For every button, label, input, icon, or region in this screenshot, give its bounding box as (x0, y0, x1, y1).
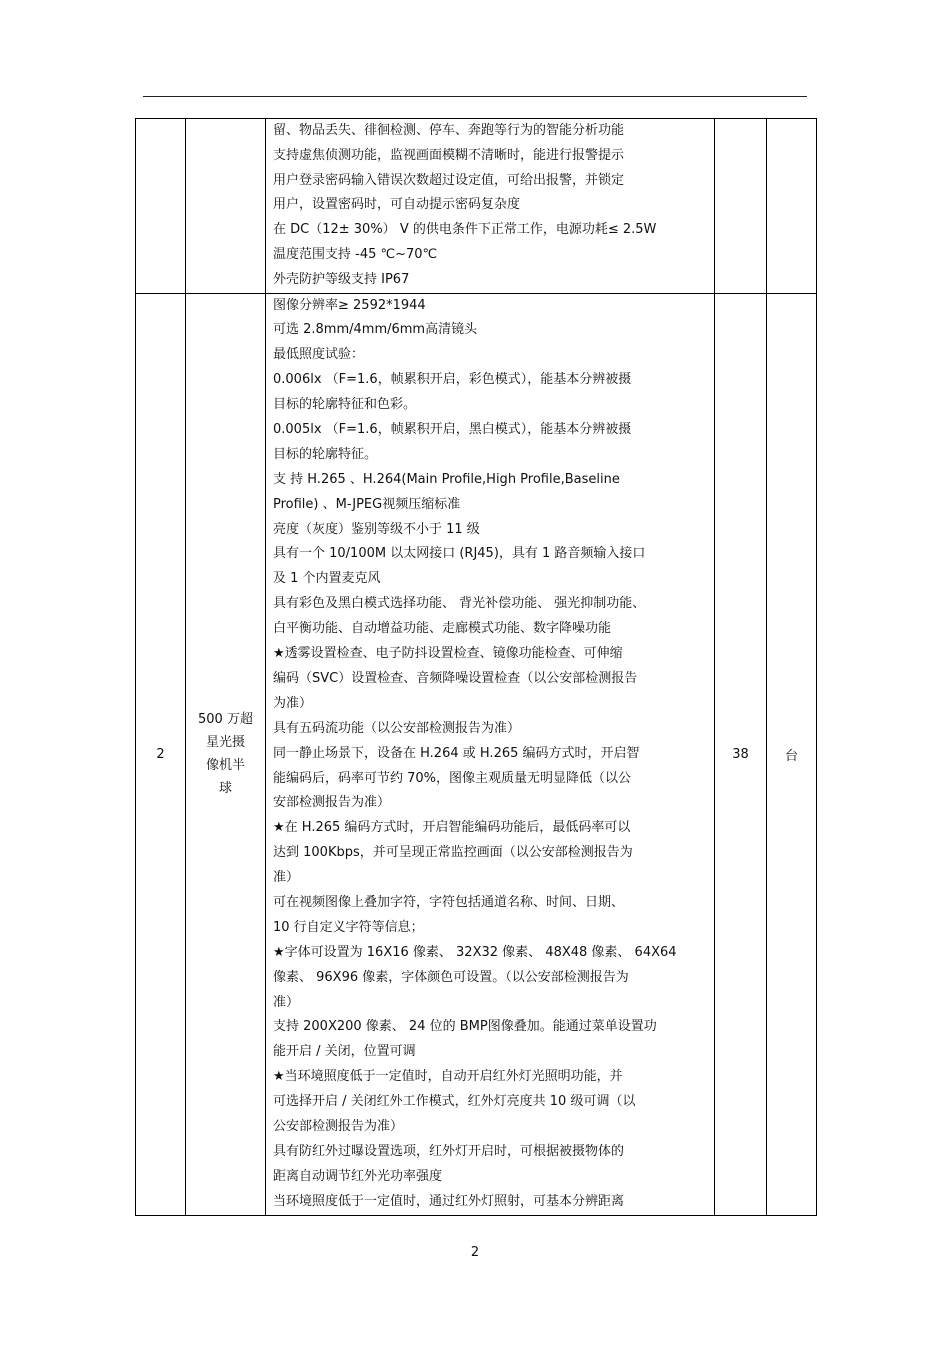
item-name-line: 500 万超 (198, 712, 253, 728)
spec-line: 支持 200X200 像素、 24 位的 BMP图像叠加。能通过菜单设置功 (273, 1019, 657, 1035)
spec-line: 同一静止场景下，设备在 H.264 或 H.265 编码方式时，开启智 (273, 745, 640, 761)
spec-line: 支 持 H.265 、H.264(Main Profile,High Profile,Baseline (273, 471, 620, 487)
spec-line: 达到 100Kbps，并可呈现正常监控画面（以公安部检测报告为 (273, 845, 633, 861)
spec-table (135, 118, 817, 1216)
item-unit: 台 (767, 293, 817, 1215)
spec-line: 留、物品丢失、徘徊检测、停车、奔跑等行为的智能分析功能 (273, 123, 625, 138)
spec-line: 能编码后，码率可节约 70%，图像主观质量无明显降低（以公 (273, 770, 632, 786)
spec-line: 像素、 96X96 像素，字体颜色可设置。（以公安部检测报告为 (273, 969, 629, 985)
item-index: 2 (136, 293, 186, 1215)
spec-line: 距离自动调节红外光功率强度 (273, 1168, 443, 1184)
spec-line: 温度范围支持 -45 ℃~70℃ (273, 246, 438, 262)
item-name-line: 球 (218, 781, 232, 797)
item-spec (266, 293, 715, 1215)
spec-line: 当环境照度低于一定值时，通过红外灯照射，可基本分辨距离 (273, 1193, 625, 1209)
spec-line: 支持虚焦侦测功能，监视画面模糊不清晰时，能进行报警提示 (273, 147, 625, 163)
header-rule (143, 96, 807, 97)
spec-line: 具有一个 10/100M 以太网接口 (RJ45)，具有 1 路音频输入接口 (273, 546, 646, 562)
index-cell-empty (136, 119, 186, 294)
spec-line: 安部检测报告为准） (273, 795, 391, 811)
spec-line: 最低照度试验： (273, 347, 365, 363)
spec-line: 为准） (273, 695, 313, 711)
name-cell-empty (186, 119, 266, 294)
spec-line: 准） (273, 870, 300, 886)
continuation-row (136, 119, 817, 294)
spec-line: 白平衡功能、自动增益功能、走廊模式功能、数字降噪功能 (273, 621, 612, 637)
spec-line: 图像分辨率≥ 2592*1944 (273, 297, 426, 313)
spec-line: 0.005lx （F=1.6，帧累积开启，黑白模式），能基本分辨被摄 (273, 422, 632, 438)
spec-line: 0.006lx （F=1.6，帧累积开启，彩色模式），能基本分辨被摄 (273, 372, 632, 388)
spec-line: 可选择开启 / 关闭红外工作模式，红外灯亮度共 10 级可调（以 (273, 1094, 636, 1110)
spec-line: 具有五码流功能（以公安部检测报告为准） (273, 720, 521, 736)
spec-line: 用户登录密码输入错误次数超过设定值，可给出报警，并锁定 (273, 172, 625, 188)
spec-line: 具有彩色及黑白模式选择功能、 背光补偿功能、 强光抑制功能、 (273, 596, 646, 612)
spec-line: 准） (273, 994, 300, 1010)
spec-line: 目标的轮廓特征和色彩。 (273, 397, 417, 413)
spec-line: ★在 H.265 编码方式时，开启智能编码功能后，最低码率可以 (273, 820, 631, 836)
table-row-item-2 (136, 293, 817, 1215)
spec-line: ★字体可设置为 16X16 像素、 32X32 像素、 48X48 像素、 64X64 (273, 944, 677, 960)
item-name (186, 293, 266, 1215)
spec-line: 可在视频图像上叠加字符，字符包括通道名称、时间、日期、 (273, 894, 625, 910)
unit-cell-empty (767, 119, 817, 294)
spec-line: Profile) 、M-JPEG视频压缩标准 (273, 496, 461, 512)
spec-line: 及 1 个内置麦克风 (273, 571, 381, 587)
item-name-line: 星光摄 (205, 735, 245, 751)
spec-line: 在 DC（12± 30%） V 的供电条件下正常工作，电源功耗≤ 2.5W (273, 222, 657, 238)
spec-cell-continued (266, 119, 715, 294)
spec-line: 编码（SVC）设置检查、音频降噪设置检查（以公安部检测报告 (273, 670, 638, 686)
spec-line: 能开启 / 关闭，位置可调 (273, 1044, 416, 1060)
spec-line: 可选 2.8mm/4mm/6mm高清镜头 (273, 322, 478, 338)
item-name-line: 像机半 (205, 758, 245, 774)
spec-line: 公安部检测报告为准） (273, 1118, 404, 1134)
page-number: 2 (470, 1245, 480, 1260)
spec-line: 目标的轮廓特征。 (273, 446, 378, 462)
spec-line: 亮度（灰度）鉴别等级不小于 11 级 (273, 521, 480, 537)
spec-line: 用户，设置密码时，可自动提示密码复杂度 (273, 197, 521, 213)
item-quantity: 38 (715, 293, 767, 1215)
spec-line: ★透雾设置检查、电子防抖设置检查、镜像功能检查、可伸缩 (273, 646, 623, 662)
spec-line: 外壳防护等级支持 IP67 (273, 271, 410, 287)
spec-line: 具有防红外过曝设置选项，红外灯开启时，可根据被摄物体的 (273, 1143, 625, 1159)
spec-line: 10 行自定义字符等信息； (273, 919, 424, 935)
spec-line: ★当环境照度低于一定值时，自动开启红外灯光照明功能，并 (273, 1069, 623, 1085)
quantity-cell-empty (715, 119, 767, 294)
